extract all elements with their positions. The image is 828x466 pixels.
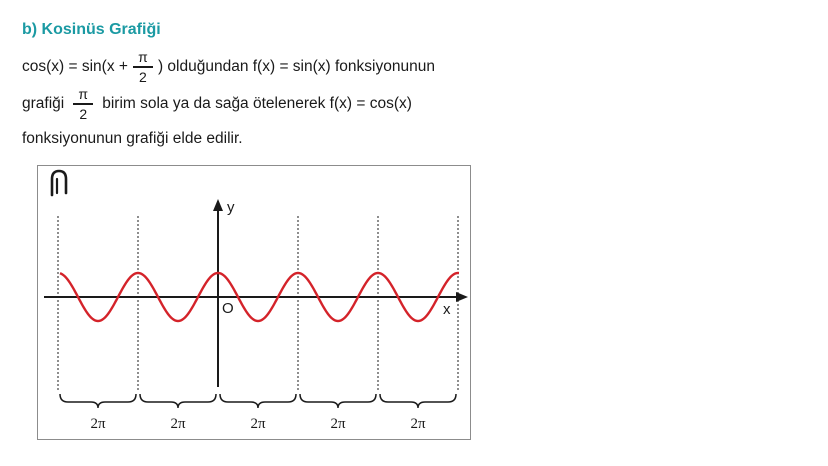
- period-label: 2π: [170, 416, 186, 432]
- origin-label: O: [222, 300, 234, 317]
- text-line-2: [22, 87, 412, 121]
- period-brace: [220, 394, 296, 408]
- fraction-denominator: 2: [139, 68, 147, 85]
- line2-part-b: birim sola ya da sağa ötelenerek f(x) = cos(x): [102, 95, 412, 112]
- fraction-numerator: π: [78, 86, 89, 103]
- y-axis-label: y: [227, 199, 235, 216]
- fraction-pi-over-2: [133, 50, 153, 83]
- fraction-numerator: π: [138, 49, 148, 66]
- x-axis-label: x: [443, 301, 451, 318]
- text-line-3: fonksiyonunun grafiği elde edilir.: [22, 130, 243, 147]
- period-label: 2π: [330, 416, 346, 432]
- section-heading: b) Kosinüs Grafiği: [22, 21, 161, 38]
- period-label: 2π: [410, 416, 426, 432]
- period-brace: [140, 394, 216, 408]
- paperclip-icon: [52, 171, 66, 195]
- text-line-1: [22, 50, 435, 84]
- fraction-denominator: 2: [79, 105, 88, 122]
- period-brace: [380, 394, 456, 408]
- fraction-pi-over-2-second: [73, 87, 93, 120]
- cosine-graph-figure: [37, 165, 471, 440]
- cosine-graph: [38, 166, 472, 441]
- period-label: 2π: [250, 416, 266, 432]
- period-brace: [300, 394, 376, 408]
- period-brace: [60, 394, 136, 408]
- period-label: 2π: [90, 416, 106, 432]
- line2-part-a: grafiği: [22, 95, 65, 112]
- line1-part-a: cos(x) = sin(x +: [22, 58, 128, 75]
- y-axis-arrow: [213, 199, 223, 211]
- x-axis-arrow: [456, 292, 468, 302]
- line1-part-b: ) olduğundan f(x) = sin(x) fonksiyonunun: [157, 58, 435, 75]
